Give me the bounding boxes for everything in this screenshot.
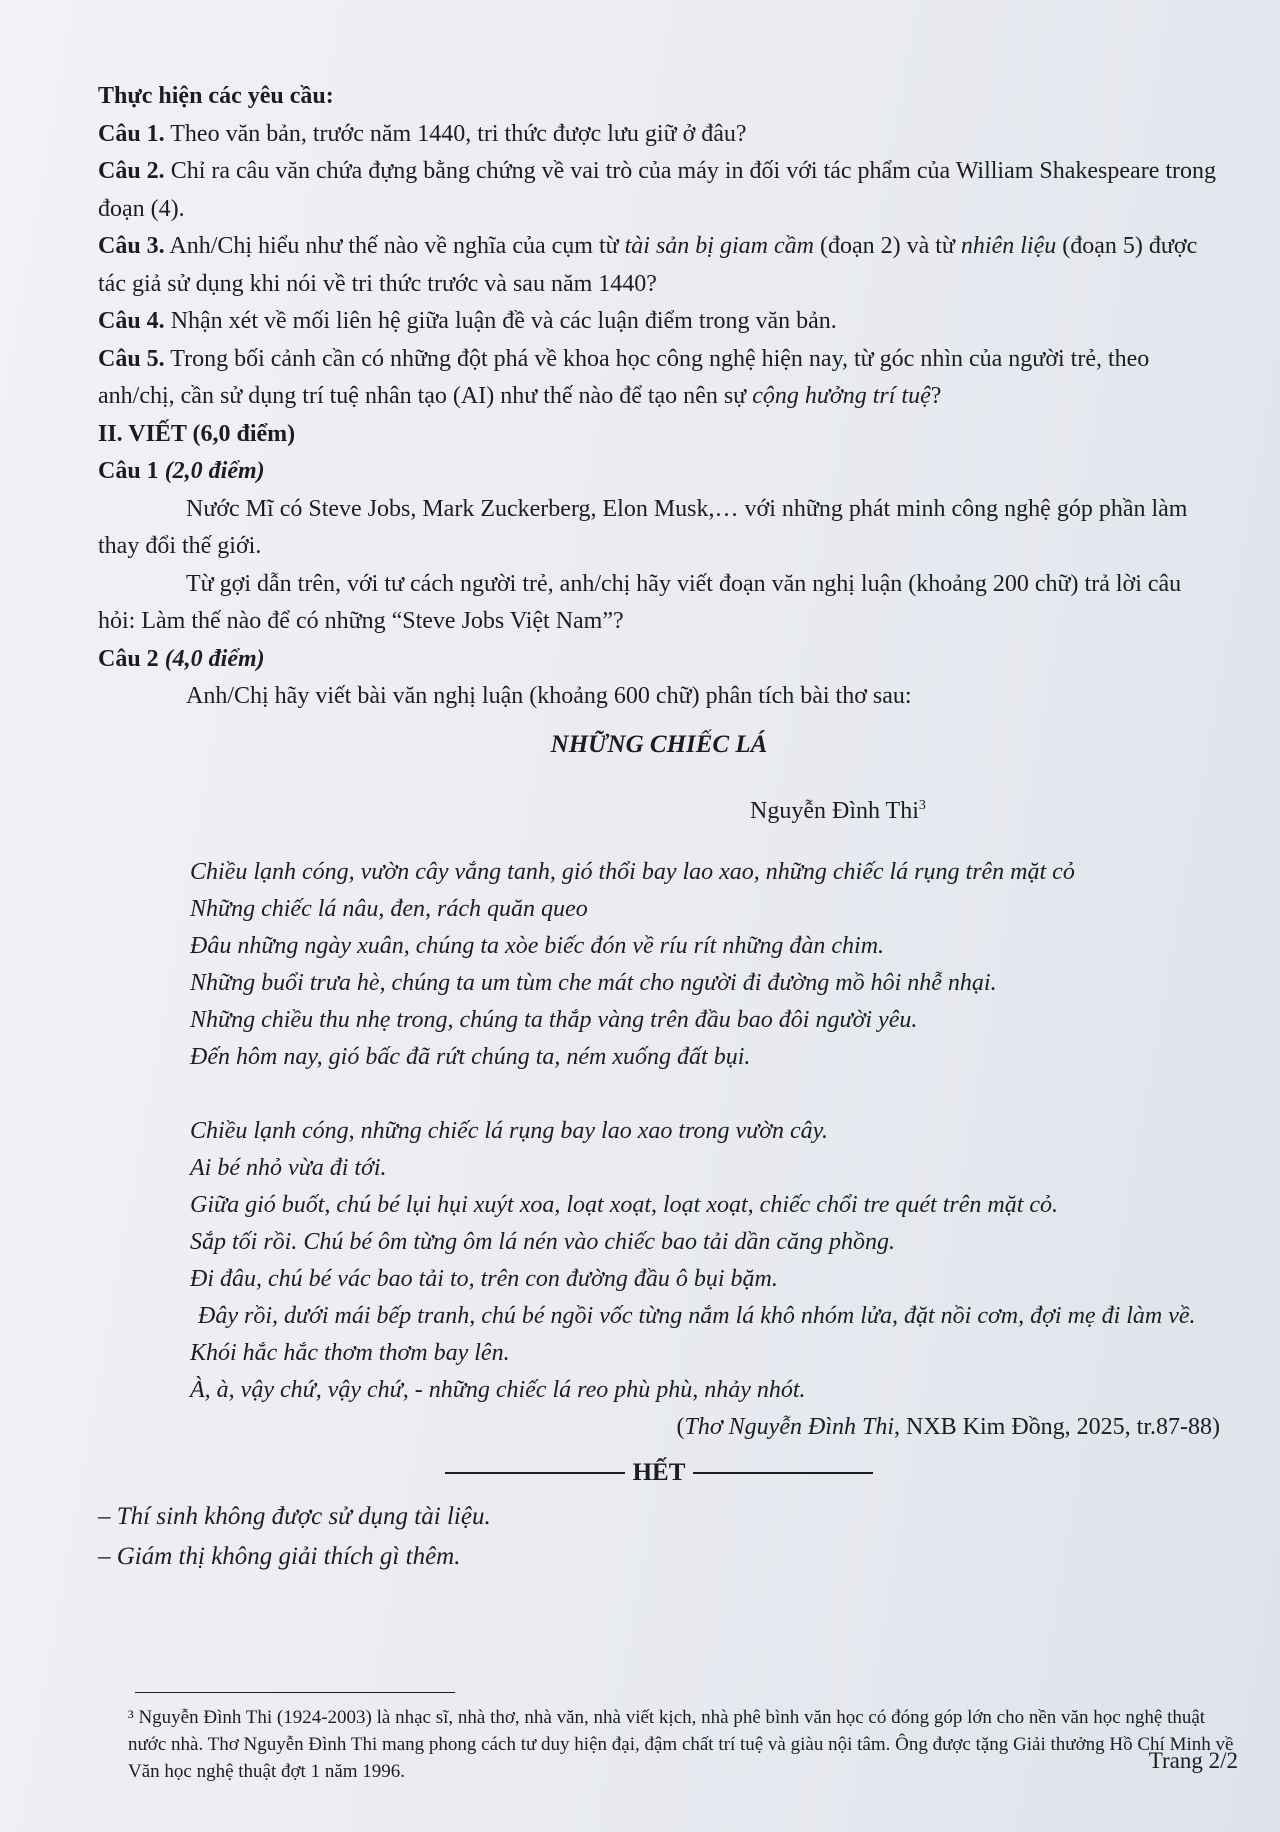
- question-text: (đoạn 5) được tác giả sử dụng khi nói về tri thức trước và sau năm 1440?: [98, 233, 1198, 297]
- question-label: Câu 1: [98, 458, 159, 484]
- source-title: Thơ Nguyễn Đình Thi: [684, 1414, 894, 1440]
- footnote: [128, 1704, 1238, 1785]
- question-text: Trong bối cảnh cần có những đột phá về khoa học công nghệ hiện nay, từ góc nhìn của người trẻ, theo anh/chị, cần sử dụng trí tuệ nhân tạo (AI) như thế nào để tạo nên sự: [98, 345, 1150, 409]
- author-name: Nguyễn Đình Thi: [750, 798, 919, 824]
- poem-line: Những chiều thu nhẹ trong, chúng ta thắp vàng trên đầu bao đôi người yêu.: [190, 1007, 918, 1033]
- writing-question-1-para: Từ gợi dẫn trên, với tư cách người trẻ, anh/chị hãy viết đoạn văn nghị luận (khoảng 200 chữ) trả lời câu hỏi: Làm thế nào để có những “Steve Jobs Việt Nam”?: [98, 570, 1182, 634]
- poem-line: Khói hắc hắc thơm thơm bay lên.: [190, 1340, 510, 1366]
- footnote-marker: ³: [128, 1707, 134, 1728]
- footnote-text: Nguyễn Đình Thi (1924-2003) là nhạc sĩ, nhà thơ, nhà văn, nhà viết kịch, nhà phê bình văn học có đóng góp lớn cho nền văn học nghệ thuật nước nhà. Thơ Nguyễn Đình Thi mang phong cách tư duy hiện đại, đậm chất trí tuệ và giàu nội tâm. Ông được tặng Giải thưởng Hồ Chí Minh về Văn học nghệ thuật đợt 1 năm 1996.: [128, 1707, 1234, 1782]
- poem-line: Chiều lạnh cóng, vườn cây vắng tanh, gió thổi bay lao xao, những chiếc lá rụng trên mặt cỏ: [190, 859, 1075, 885]
- poem-body: [190, 854, 1220, 1409]
- page-number: Trang 2/2: [1148, 1748, 1238, 1773]
- question-label: Câu 3.: [98, 233, 165, 259]
- question-label: Câu 1.: [98, 120, 165, 147]
- term-italic: tài sản bị giam cầm: [624, 233, 814, 259]
- poem-author: [98, 787, 1220, 830]
- end-marker: [98, 1459, 1220, 1487]
- poem-source: [98, 1409, 1220, 1447]
- poem-title: NHỮNG CHIẾC LÁ: [550, 730, 768, 758]
- question-4: [98, 303, 1220, 341]
- question-text: Chỉ ra câu văn chứa đựng bằng chứng về vai trò của máy in đối với tác phẩm của William Shakespeare trong đoạn (4).: [98, 158, 1216, 222]
- question-5: [98, 341, 1220, 416]
- stanza-gap: [190, 1076, 1220, 1113]
- poem-line: Những buổi trưa hè, chúng ta um tùm che mát cho người đi đường mồ hôi nhễ nhại.: [190, 970, 997, 996]
- question-label: Câu 2: [98, 645, 159, 672]
- question-2: [98, 153, 1220, 228]
- source-text: , NXB Kim Đồng, 2025, tr.87-88): [894, 1414, 1220, 1440]
- writing-question-1-para: Nước Mĩ có Steve Jobs, Mark Zuckerberg, Elon Musk,… với những phát minh công nghệ góp phần làm thay đổi thế giới.: [98, 495, 1188, 559]
- question-label: Câu 4.: [98, 308, 165, 334]
- instructions-heading: Thực hiện các yêu cầu:: [98, 83, 334, 109]
- poem-line: Ai bé nhỏ vừa đi tới.: [190, 1155, 387, 1181]
- poem-line: Đến hôm nay, gió bấc đã rứt chúng ta, ném xuống đất bụi.: [190, 1044, 751, 1070]
- source-text: (: [676, 1414, 685, 1440]
- question-3: [98, 228, 1220, 303]
- question-label: Câu 2.: [98, 158, 165, 184]
- poem-line: Những chiếc lá nâu, đen, rách quăn queo: [190, 896, 588, 922]
- writing-question-2-heading: [98, 641, 1220, 679]
- writing-question-2-prompt: Anh/Chị hãy viết bài văn nghị luận (khoảng 600 chữ) phân tích bài thơ sau:: [186, 683, 912, 709]
- question-points: (2,0 điểm): [164, 458, 265, 484]
- term-italic: cộng hưởng trí tuệ: [752, 383, 931, 409]
- question-points: (4,0 điểm): [164, 645, 265, 672]
- question-label: Câu 5.: [98, 345, 165, 372]
- poem-line: À, à, vậy chứ, vậy chứ, - những chiếc lá reo phù phù, nhảy nhót.: [190, 1377, 806, 1403]
- poem-line: Giữa gió buốt, chú bé lụi hụi xuýt xoa, loạt xoạt, loạt xoạt, chiếc chổi tre quét trên mặt cỏ.: [190, 1192, 1059, 1218]
- end-label: HẾT: [632, 1458, 686, 1486]
- term-italic: nhiên liệu: [960, 233, 1057, 259]
- divider: [693, 1472, 873, 1474]
- writing-question-1-heading: [98, 453, 1220, 491]
- question-1: [98, 116, 1220, 154]
- question-text: Theo văn bản, trước năm 1440, tri thức được lưu giữ ở đâu?: [170, 120, 747, 147]
- divider: [445, 1472, 625, 1474]
- footnote-ref: 3: [918, 798, 926, 813]
- poem-line: Đâu những ngày xuân, chúng ta xòe biếc đón về ríu rít những đàn chim.: [190, 933, 885, 959]
- poem-line: Sắp tối rồi. Chú bé ôm từng ôm lá nén vào chiếc bao tải dần căng phồng.: [190, 1229, 896, 1255]
- question-text: Nhận xét về mối liên hệ giữa luận đề và các luận điểm trong văn bản.: [170, 308, 837, 334]
- poem-line: Đi đâu, chú bé vác bao tải to, trên con đường đầu ô bụi bặm.: [190, 1266, 778, 1292]
- poem-line: Đây rồi, dưới mái bếp tranh, chú bé ngồi vốc từng nắm lá khô nhóm lửa, đặt nồi cơm, đợi mẹ đi làm về.: [198, 1303, 1196, 1329]
- footnote-divider: [135, 1692, 455, 1693]
- exam-note: – Giám thị không giải thích gì thêm.: [98, 1542, 461, 1570]
- section-title: II. VIẾT (6,0 điểm): [98, 420, 296, 447]
- question-text: (đoạn 2) và từ: [813, 233, 961, 259]
- poem-line: Chiều lạnh cóng, những chiếc lá rụng bay lao xao trong vườn cây.: [190, 1118, 828, 1144]
- question-text: ?: [930, 383, 942, 409]
- exam-note: – Thí sinh không được sử dụng tài liệu.: [98, 1502, 491, 1530]
- question-text: Anh/Chị hiểu như thế nào về nghĩa của cụm từ: [169, 233, 625, 259]
